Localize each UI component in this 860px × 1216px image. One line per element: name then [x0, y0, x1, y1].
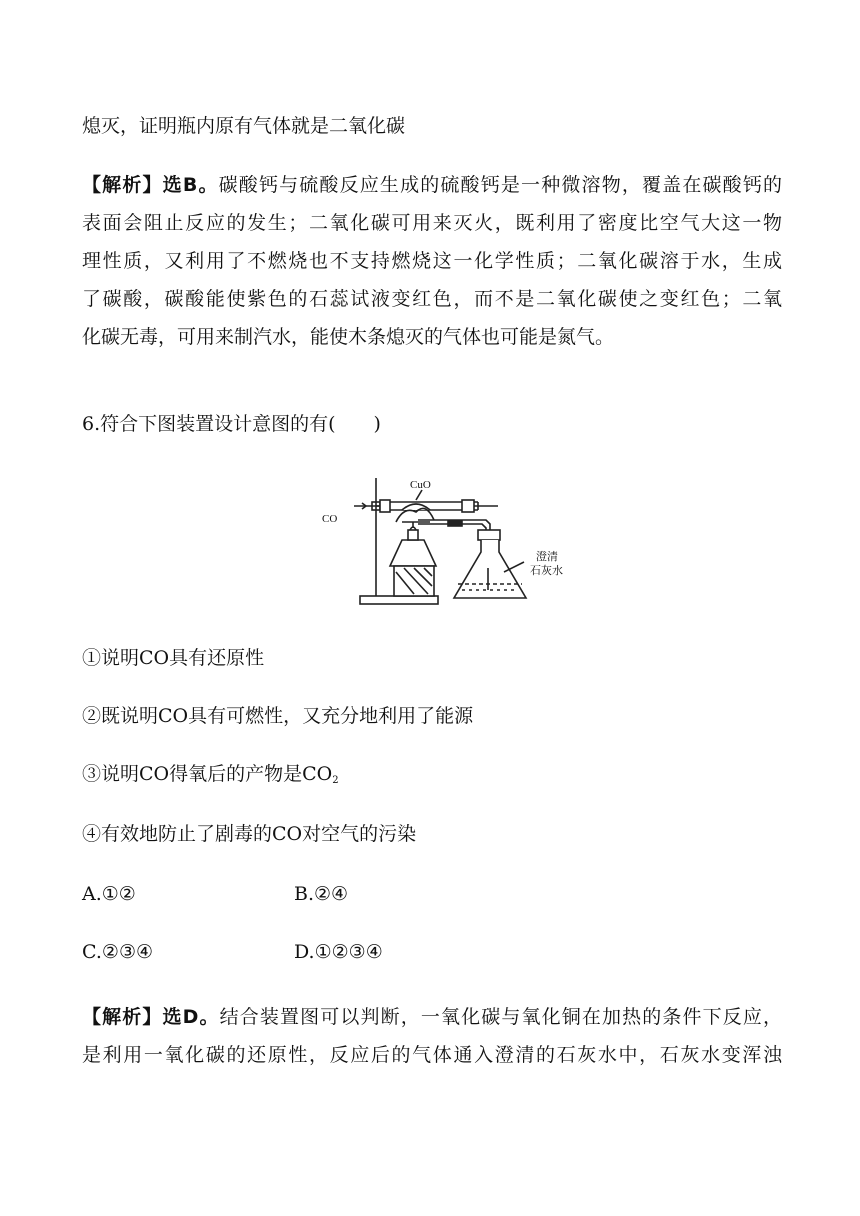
analysis-line: 是利用一氧化碳的还原性，反应后的气体通入澄清的石灰水中，石灰水变浑浊 [82, 1044, 782, 1066]
cuo-label: CuO [410, 479, 431, 491]
analysis-line: 表面会阻止反应的发生；二氧化碳可用来灭火，既利用了密度比空气大这一物 [82, 212, 782, 234]
analysis-answer: 选B。 [162, 174, 219, 196]
analysis-text: 碳酸钙与硫酸反应生成的硫酸钙是一种微溶物，覆盖在碳酸钙的 [218, 174, 782, 196]
statement-2: ②既说明CO具有可燃性，又充分地利用了能源 [82, 705, 474, 727]
continued-text-line: 熄灭，证明瓶内原有气体就是二氧化碳 [82, 115, 406, 137]
limewater-label-1: 澄清 [536, 550, 558, 563]
option-letter: A. [82, 883, 102, 905]
statement-1: ①说明CO具有还原性 [82, 647, 265, 669]
option-letter: D. [294, 941, 315, 963]
option-text: ①②③④ [314, 941, 383, 963]
statement-3-text: ③说明CO得氧后的产物是CO [82, 763, 333, 785]
question-stem: 6.符合下图装置设计意图的有( ) [82, 413, 381, 435]
statement-3-subscript: 2 [332, 775, 339, 786]
analysis-paragraph-2 [82, 998, 782, 1074]
statement-3 [82, 762, 339, 793]
analysis-line [82, 166, 782, 204]
option-letter: B. [294, 883, 315, 905]
analysis-line [82, 998, 782, 1036]
analysis-line: 化碳无毒，可用来制汽水，能使木条熄灭的气体也可能是氮气。 [82, 326, 615, 348]
limewater-label-2: 石灰水 [530, 564, 563, 577]
analysis-line: 理性质，又利用了不燃烧也不支持燃烧这一化学性质；二氧化碳溶于水，生成 [82, 250, 782, 272]
option-text: ②③④ [101, 941, 154, 963]
option-letter: C. [82, 941, 102, 963]
analysis-paragraph-1 [82, 166, 782, 356]
analysis-answer: 选D。 [162, 1006, 220, 1028]
co-reduction-apparatus-figure [318, 468, 588, 608]
co-label: CO [322, 513, 338, 525]
option-d [294, 940, 383, 964]
analysis-tag: 【解析】 [82, 1006, 163, 1028]
option-text: ①② [101, 883, 136, 905]
option-c [82, 940, 153, 964]
analysis-line: 了碳酸，碳酸能使紫色的石蕊试液变红色，而不是二氧化碳使之变红色；二氧 [82, 288, 782, 310]
option-a [82, 882, 136, 906]
statement-4: ④有效地防止了剧毒的CO对空气的污染 [82, 823, 417, 845]
option-text: ②④ [314, 883, 349, 905]
option-b [294, 882, 348, 906]
analysis-text: 结合装置图可以判断，一氧化碳与氧化铜在加热的条件下反应， [219, 1006, 782, 1028]
analysis-tag: 【解析】 [82, 174, 163, 196]
